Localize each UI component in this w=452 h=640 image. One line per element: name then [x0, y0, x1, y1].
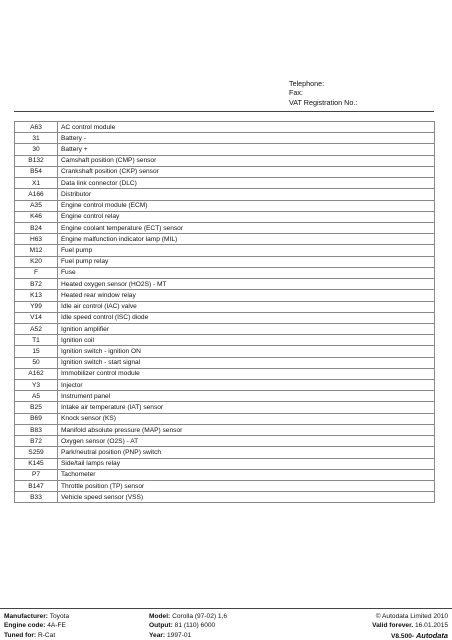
component-code: K20 [15, 256, 58, 267]
table-row [15, 357, 435, 368]
component-code: B83 [15, 424, 58, 435]
tuned-for-value: R-Cat [37, 631, 56, 639]
component-code: K46 [15, 211, 58, 222]
component-code: B132 [15, 155, 58, 166]
component-name: Fuel pump relay [58, 256, 435, 267]
table-row [15, 469, 435, 480]
component-name: AC control module [58, 122, 435, 133]
valid-label: Valid forever. [372, 622, 414, 630]
component-code: A63 [15, 122, 58, 133]
table-row [15, 178, 435, 189]
component-name: Knock sensor (KS) [58, 413, 435, 424]
table-row [15, 424, 435, 435]
table-row [15, 447, 435, 458]
version-text: V8.500- [391, 632, 415, 640]
output-value: 81 (110) 6000 [174, 622, 216, 630]
table-row [15, 245, 435, 256]
component-code: 30 [15, 144, 58, 155]
component-name: Engine control module (ECM) [58, 200, 435, 211]
table-row [15, 481, 435, 492]
footer-divider [0, 608, 452, 609]
header-divider [14, 111, 434, 112]
component-name: Throttle position (TP) sensor [58, 481, 435, 492]
table-row [15, 189, 435, 200]
component-code: A5 [15, 391, 58, 402]
component-name: Battery + [58, 144, 435, 155]
table-row [15, 222, 435, 233]
component-code: B72 [15, 436, 58, 447]
component-code: A35 [15, 200, 58, 211]
table-row [15, 380, 435, 391]
component-name: Intake air temperature (IAT) sensor [58, 402, 435, 413]
table-row [15, 256, 435, 267]
table-row [15, 312, 435, 323]
table-row [15, 267, 435, 278]
component-code: H63 [15, 234, 58, 245]
component-name: Fuse [58, 267, 435, 278]
table-row [15, 335, 435, 346]
component-code: X1 [15, 178, 58, 189]
table-row [15, 122, 435, 133]
component-code: V14 [15, 312, 58, 323]
component-name: Engine control relay [58, 211, 435, 222]
component-name: Idle air control (IAC) valve [58, 301, 435, 312]
component-code: 31 [15, 133, 58, 144]
component-name: Heated rear window relay [58, 290, 435, 301]
component-code: A52 [15, 323, 58, 334]
component-code: F [15, 267, 58, 278]
tuned-for-label: Tuned for: [4, 631, 37, 639]
component-name: Injector [58, 380, 435, 391]
component-code: B24 [15, 222, 58, 233]
component-name: Fuel pump [58, 245, 435, 256]
component-code: A162 [15, 368, 58, 379]
table-row [15, 234, 435, 245]
component-code: K145 [15, 458, 58, 469]
component-name: Ignition switch - start signal [58, 357, 435, 368]
table-row [15, 402, 435, 413]
table-row [15, 144, 435, 155]
component-table-body [15, 122, 435, 503]
component-name: Data link connector (DLC) [58, 178, 435, 189]
component-code: B72 [15, 279, 58, 290]
table-row [15, 346, 435, 357]
table-row [15, 436, 435, 447]
component-name: Vehicle speed sensor (VSS) [58, 492, 435, 503]
component-code: Y3 [15, 380, 58, 391]
component-name: Tachometer [58, 469, 435, 480]
component-code: P7 [15, 469, 58, 480]
component-code: M12 [15, 245, 58, 256]
table-row [15, 290, 435, 301]
year-value: 1997-01 [166, 631, 192, 639]
component-name: Engine coolant temperature (ECT) sensor [58, 222, 435, 233]
component-name: Idle speed control (ISC) diode [58, 312, 435, 323]
component-name: Crankshaft position (CKP) sensor [58, 166, 435, 177]
component-name: Ignition amplifier [58, 323, 435, 334]
component-code: B54 [15, 166, 58, 177]
component-name: Park/neutral position (PNP) switch [58, 447, 435, 458]
table-row [15, 391, 435, 402]
autodata-logo: Autodata [415, 630, 448, 640]
component-name: Battery - [58, 133, 435, 144]
component-name: Side/tail lamps relay [58, 458, 435, 469]
component-code: 50 [15, 357, 58, 368]
table-row [15, 211, 435, 222]
contact-block [289, 79, 357, 107]
table-row [15, 133, 435, 144]
component-name: Ignition coil [58, 335, 435, 346]
table-row [15, 155, 435, 166]
component-name: Instrument panel [58, 391, 435, 402]
table-row [15, 200, 435, 211]
footer-copyright-info [372, 612, 448, 640]
component-table [14, 121, 435, 503]
output-label: Output: [149, 622, 173, 630]
component-name: Manifold absolute pressure (MAP) sensor [58, 424, 435, 435]
telephone-label: Telephone: [289, 79, 325, 88]
manufacturer-label: Manufacturer: [4, 613, 48, 620]
footer-model-info [149, 612, 227, 640]
model-label: Model: [149, 613, 171, 620]
table-row [15, 279, 435, 290]
component-name: Heated oxygen sensor (HO2S) - MT [58, 279, 435, 290]
year-label: Year: [149, 631, 166, 639]
component-code: B147 [15, 481, 58, 492]
engine-code-label: Engine code: [4, 622, 46, 630]
component-name: Immobilizer control module [58, 368, 435, 379]
component-code: K13 [15, 290, 58, 301]
vat-label: VAT Registration No.: [289, 97, 358, 107]
component-code: 15 [15, 346, 58, 357]
component-name: Distributor [58, 189, 435, 200]
footer-vehicle-info [4, 612, 69, 640]
manufacturer-value: Toyota [49, 613, 70, 620]
table-row [15, 458, 435, 469]
component-name: Ignition switch - ignition ON [58, 346, 435, 357]
component-code: T1 [15, 335, 58, 346]
component-code: A166 [15, 189, 58, 200]
component-code: B33 [15, 492, 58, 503]
valid-date: 16.01.2015 [414, 622, 448, 630]
component-name: Camshaft position (CMP) sensor [58, 155, 435, 166]
component-code: Y99 [15, 301, 58, 312]
component-code: B25 [15, 402, 58, 413]
engine-code-value: 4A-FE [47, 622, 66, 630]
table-row [15, 301, 435, 312]
component-code: B69 [15, 413, 58, 424]
table-row [15, 413, 435, 424]
fax-label: Fax: [289, 88, 303, 98]
copyright-text: © Autodata Limited 2010 [375, 613, 448, 620]
table-row [15, 323, 435, 334]
table-row [15, 368, 435, 379]
table-row [15, 166, 435, 177]
model-value: Corolla (97-02) 1,6 [172, 613, 228, 620]
component-name: Engine malfunction indicator lamp (MIL) [58, 234, 435, 245]
component-code: S259 [15, 447, 58, 458]
component-name: Oxygen sensor (O2S) - AT [58, 436, 435, 447]
table-row [15, 492, 435, 503]
